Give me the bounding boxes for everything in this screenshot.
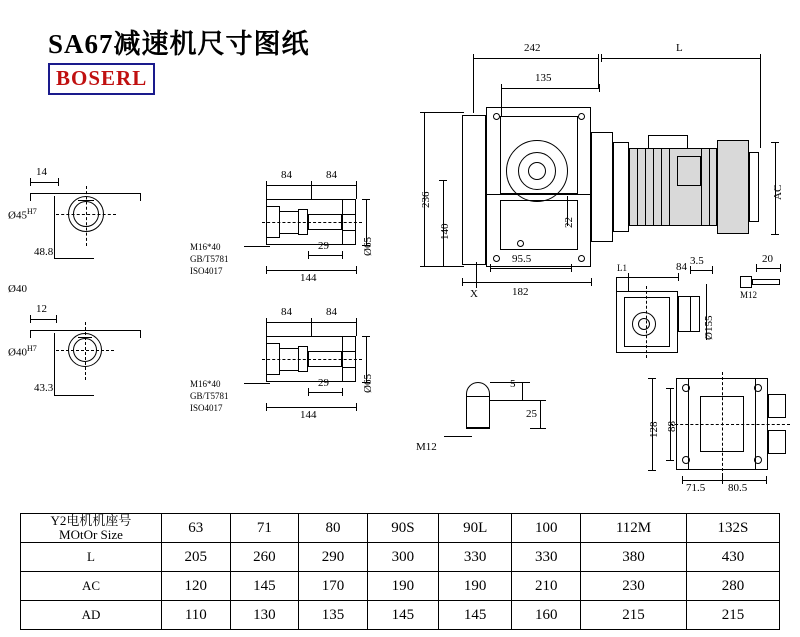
dim-80-5: 80.5 [728, 482, 748, 494]
dim-144-bottom: 144 [300, 409, 317, 421]
page-title: SA67减速机尺寸图纸 [48, 29, 310, 59]
cell-AC-7: 280 [686, 572, 779, 601]
cell-L-1: 260 [230, 543, 299, 572]
dim-3-5: 3.5 [690, 255, 704, 267]
dim-71-5: 71.5 [686, 482, 706, 494]
bolt-std1-bottom: GB/T5781 [190, 391, 229, 401]
cell-AC-0: 120 [162, 572, 231, 601]
dim-12: 12 [36, 303, 47, 315]
dia-65-bottom: Ø65 [362, 374, 374, 393]
spec-table [20, 513, 780, 630]
dim-48-8: 48.8 [34, 246, 54, 258]
table-row [21, 572, 780, 601]
col-head-4: 90L [438, 514, 512, 543]
cell-AD-4: 145 [438, 601, 512, 630]
col-head-1: 71 [230, 514, 299, 543]
col-head-7: 132S [686, 514, 779, 543]
col-head-0: 63 [162, 514, 231, 543]
dim-95-5: 95.5 [512, 253, 532, 265]
dim-140: 140 [439, 223, 451, 240]
dim-128: 128 [648, 421, 660, 438]
bolt-std2-top: ISO4017 [190, 266, 223, 276]
dia-40: $Ø40^{H7}$ [8, 344, 37, 359]
cell-L-3: 300 [367, 543, 438, 572]
col-head-2: 80 [299, 514, 368, 543]
cell-AD-3: 145 [367, 601, 438, 630]
dim-135: 135 [535, 72, 552, 84]
bolt-spec-top: M16*40 [190, 242, 221, 252]
row-label-AD: AD [21, 601, 162, 630]
dim-84-a-top: 84 [281, 169, 292, 181]
table-row [21, 601, 780, 630]
cell-L-4: 330 [438, 543, 512, 572]
cell-AD-5: 160 [512, 601, 581, 630]
header-line-2: MOtOr Size [59, 527, 123, 542]
dim-L1: L1 [617, 263, 627, 273]
cell-AC-5: 210 [512, 572, 581, 601]
dim-144-top: 144 [300, 272, 317, 284]
label-X: X [470, 288, 478, 300]
cell-L-7: 430 [686, 543, 779, 572]
label-M12-key: M12 [416, 441, 437, 453]
cell-AD-1: 130 [230, 601, 299, 630]
bolt-std1-top: GB/T5781 [190, 254, 229, 264]
table-row [21, 543, 780, 572]
brand-logo: BOSERL [48, 63, 155, 95]
dim-88: 88 [666, 421, 678, 432]
cell-AC-4: 190 [438, 572, 512, 601]
bolt-spec-bottom: M16*40 [190, 379, 221, 389]
cell-AC-6: 230 [581, 572, 687, 601]
dim-22: 22 [563, 217, 575, 228]
dim-242: 242 [524, 42, 541, 54]
dia-45: $Ø45^{H7}$ [8, 207, 37, 222]
dim-43-3: 43.3 [34, 382, 54, 394]
cell-AD-0: 110 [162, 601, 231, 630]
cell-AC-1: 145 [230, 572, 299, 601]
dim-5: 5 [510, 378, 516, 390]
dim-29-bottom: 29 [318, 377, 329, 389]
col-head-5: 100 [512, 514, 581, 543]
dim-29-top: 29 [318, 240, 329, 252]
dia-155: Ø155 [703, 315, 715, 340]
cell-L-6: 380 [581, 543, 687, 572]
cell-AD-6: 215 [581, 601, 687, 630]
row-label-L: L [21, 543, 162, 572]
dia-65-top: Ø65 [362, 237, 374, 256]
dim-84-flange: 84 [676, 261, 687, 273]
cell-L-0: 205 [162, 543, 231, 572]
label-M12-flange: M12 [740, 290, 758, 300]
cell-AC-2: 170 [299, 572, 368, 601]
cell-AD-7: 215 [686, 601, 779, 630]
table-row-header [21, 514, 780, 543]
col-head-6: 112M [581, 514, 687, 543]
dia-40-plain: Ø40 [8, 283, 27, 295]
col-head-3: 90S [367, 514, 438, 543]
dim-L: L [676, 42, 683, 54]
dim-182: 182 [512, 286, 529, 298]
row-label-AC: AC [21, 572, 162, 601]
dim-20: 20 [762, 253, 773, 265]
dim-84-a-bottom: 84 [281, 306, 292, 318]
dim-25: 25 [526, 408, 537, 420]
cell-AC-3: 190 [367, 572, 438, 601]
label-AC: AC [772, 184, 784, 200]
cell-L-5: 330 [512, 543, 581, 572]
dim-14: 14 [36, 166, 47, 178]
table-header-cell [21, 514, 162, 543]
cell-L-2: 290 [299, 543, 368, 572]
dim-236: 236 [420, 191, 432, 208]
bolt-std2-bottom: ISO4017 [190, 403, 223, 413]
header-line-1: Y2电机机座号 [50, 513, 132, 528]
dim-84-b-top: 84 [326, 169, 337, 181]
dim-84-b-bottom: 84 [326, 306, 337, 318]
cell-AD-2: 135 [299, 601, 368, 630]
